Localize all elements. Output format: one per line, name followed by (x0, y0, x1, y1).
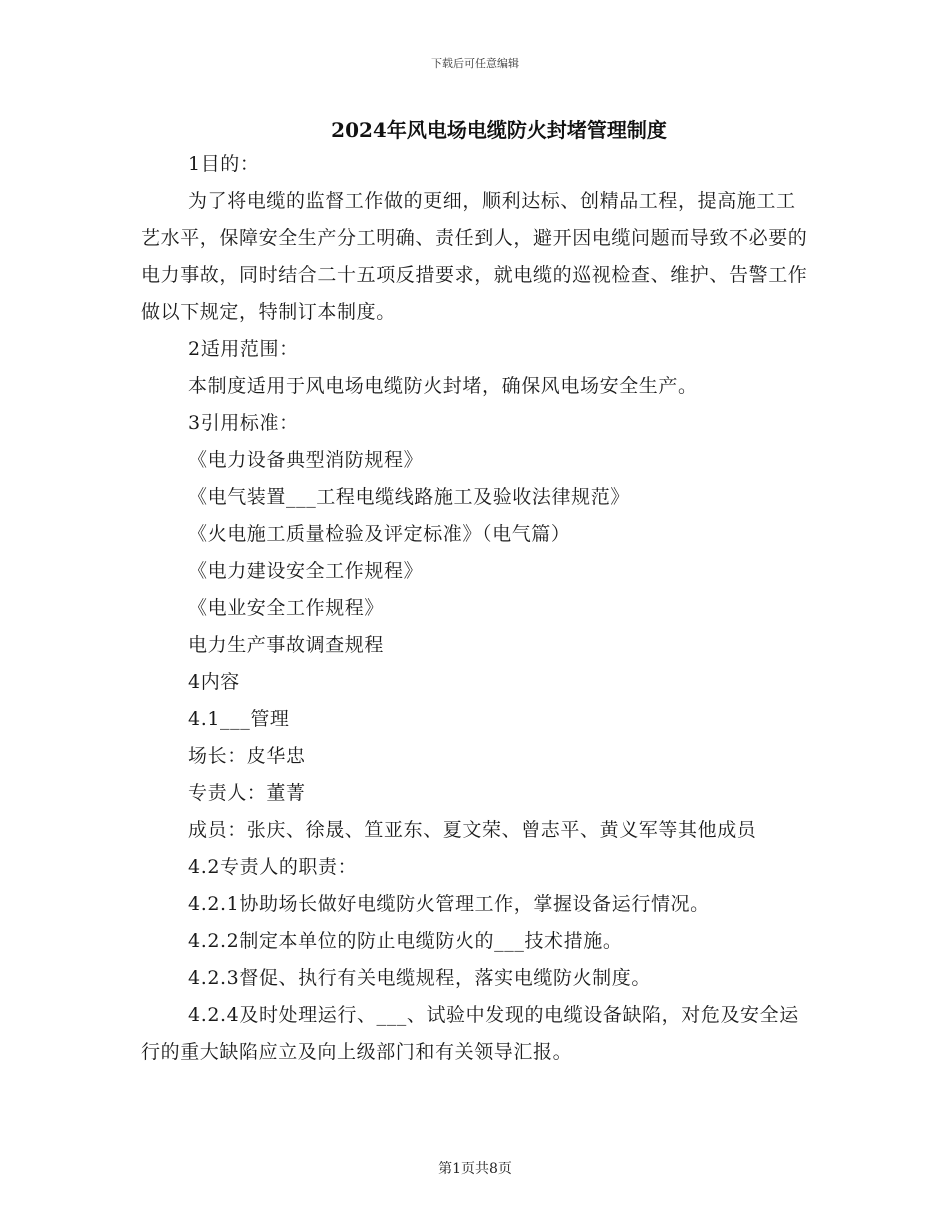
duty-item: 4.2.2制定本单位的防止电缆防火的___技术措施。 (188, 930, 623, 952)
role-line-members: 成员：张庆、徐晟、笪亚东、夏文荣、曾志平、黄义军等其他成员 (188, 819, 757, 841)
standard-item: 《火电施工质量检验及评定标准》（电气篇） (188, 523, 571, 545)
standard-item: 《电气装置___工程电缆线路施工及验收法律规范》 (188, 486, 630, 508)
standard-item: 电力生产事故调查规程 (188, 634, 385, 656)
paragraph-purpose: 为了将电缆的监督工作做的更细，顺利达标、创精品工程，提高施工工艺水平，保障安全生产分工明确、责任到人，避开因电缆问题而导致不必要的电力事故，同时结合二十五项反措要求，就电缆的巡视检查、维护、告警工作做以下规定，特制订本制度。 (141, 190, 808, 323)
role-line-director: 场长：皮华忠 (188, 745, 306, 767)
document-title: 2024年风电场电缆防火封堵管理制度 (331, 118, 667, 142)
page-number-footer: 第1页共8页 (438, 1161, 512, 1177)
role-line-responsible: 专责人：董菁 (188, 782, 306, 804)
document-body (141, 146, 811, 1071)
standard-item: 《电力设备典型消防规程》 (188, 449, 424, 471)
paragraph-scope: 本制度适用于风电场电缆防火封堵，确保风电场安全生产。 (188, 375, 698, 397)
duty-item: 4.2.1协助场长做好电缆防火管理工作，掌握设备运行情况。 (188, 893, 710, 915)
section-heading-purpose: 1目的： (188, 153, 260, 175)
duty-item: 4.2.4及时处理运行、___、试验中发现的电缆设备缺陷，对危及安全运行的重大缺陷应立及向上级部门和有关领导汇报。 (141, 1004, 799, 1063)
standard-item: 《电业安全工作规程》 (188, 597, 385, 619)
subsection-heading-management: 4.1___管理 (188, 708, 290, 730)
page-header-note: 下载后可任意编辑 (431, 57, 519, 70)
section-heading-content: 4内容 (188, 671, 240, 693)
duty-item: 4.2.3督促、执行有关电缆规程，落实电缆防火制度。 (188, 967, 651, 989)
section-heading-standards: 3引用标准： (188, 412, 299, 434)
subsection-heading-duties: 4.2专责人的职责： (188, 856, 358, 878)
standard-item: 《电力建设安全工作规程》 (188, 560, 424, 582)
section-heading-scope: 2适用范围： (188, 338, 299, 360)
